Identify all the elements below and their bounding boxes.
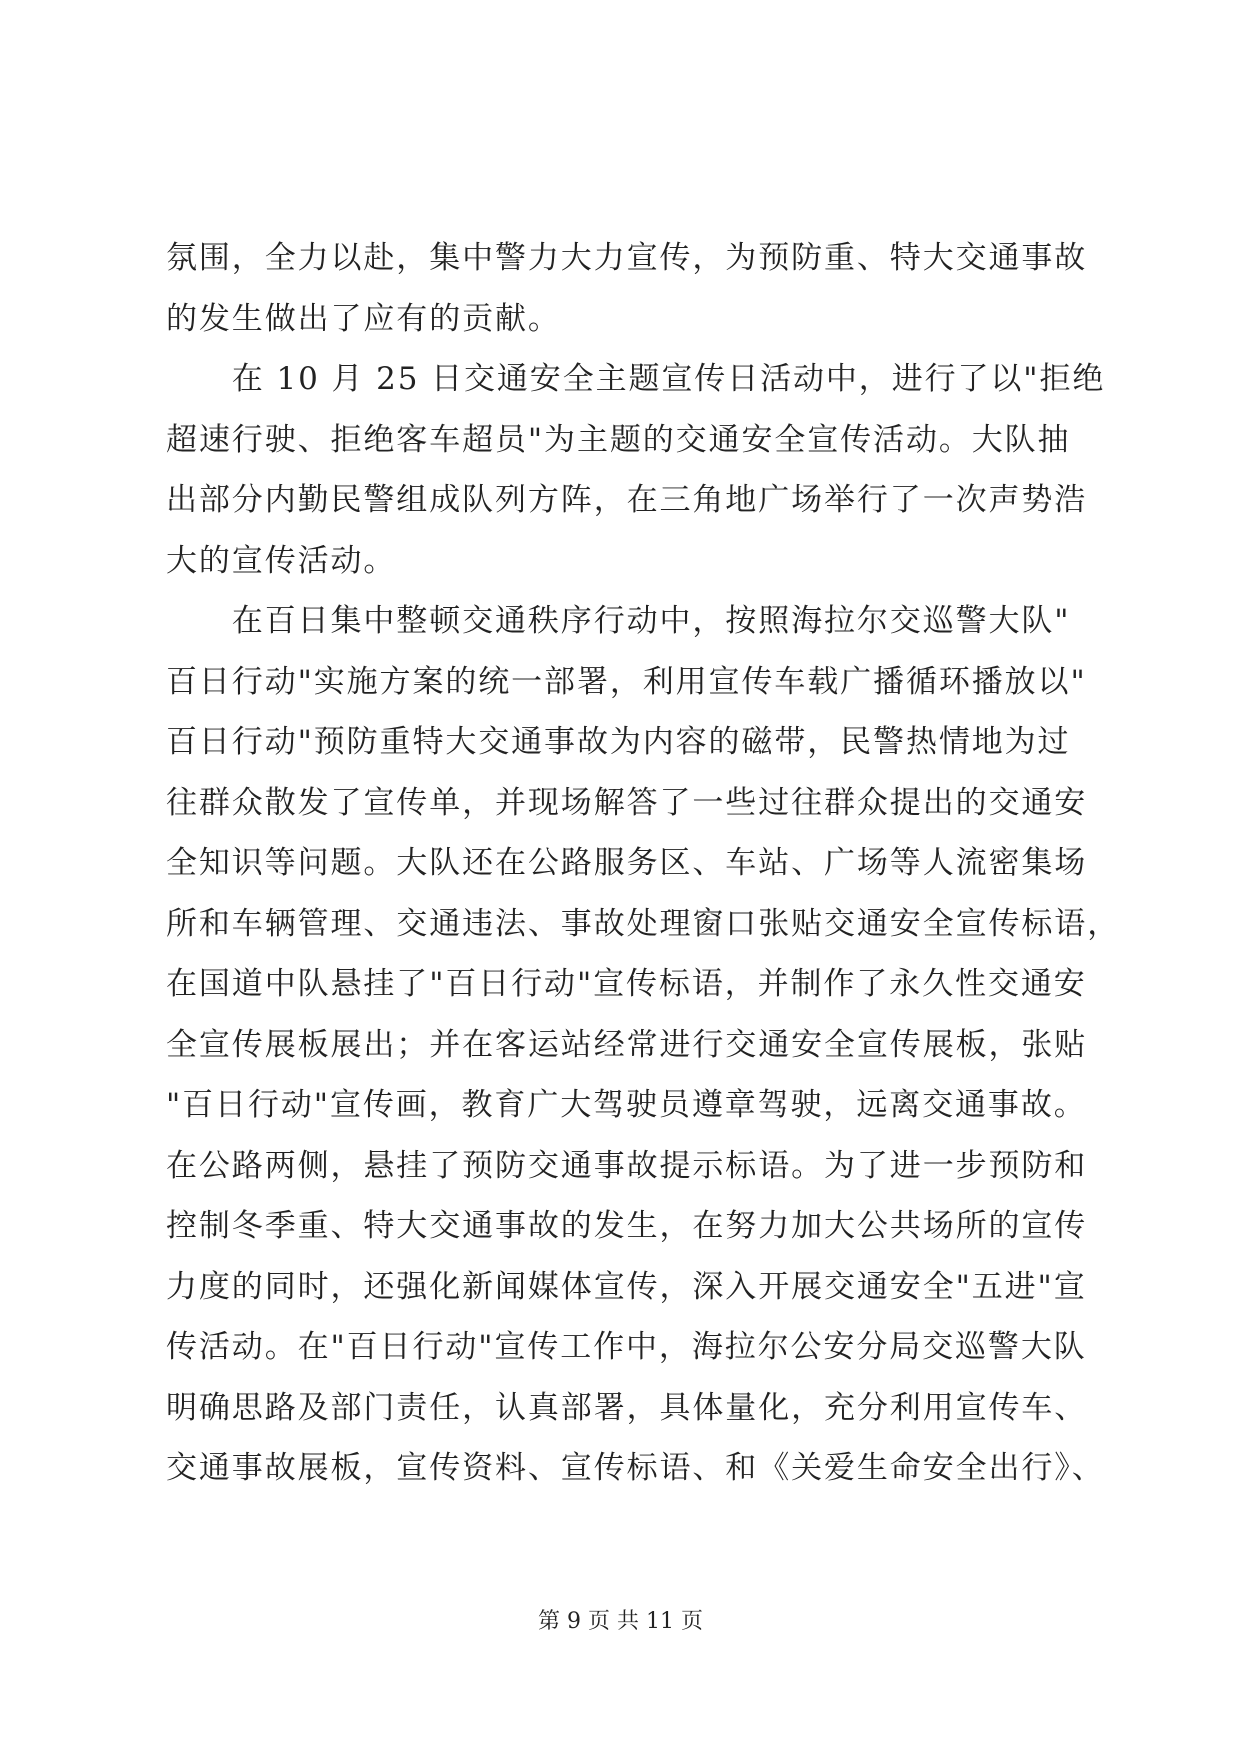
text-line: 全知识等问题。大队还在公路服务区、车站、广场等人流密集场	[166, 845, 1088, 881]
text-line: 出部分内勤民警组成队列方阵，在三角地广场举行了一次声势浩	[166, 482, 1088, 518]
body-text	[166, 228, 1121, 1499]
text-line: 明确思路及部门责任，认真部署，具体量化，充分利用宣传车、	[166, 1389, 1088, 1426]
text-line: 控制冬季重、特大交通事故的发生，在努力加大公共场所的宣传	[166, 1208, 1088, 1244]
text-line: 交通事故展板，宣传资料、宣传标语、和《关爱生命安全出行》、	[166, 1450, 1105, 1486]
text-line: 百日行动"实施方案的统一部署，利用宣传车载广播循环播放以"	[166, 663, 1087, 700]
text-line: 在百日集中整顿交通秩序行动中，按照海拉尔交巡警大队"	[166, 603, 1071, 639]
text-line: 氛围，全力以赴，集中警力大力宣传，为预防重、特大交通事故	[166, 240, 1088, 276]
text-line: 在公路两侧，悬挂了预防交通事故提示标语。为了进一步预防和	[166, 1147, 1088, 1184]
text-line: 的发生做出了应有的贡献。	[166, 300, 561, 337]
text-line: 超速行驶、拒绝客车超员"为主题的交通安全宣传活动。大队抽	[166, 421, 1071, 458]
text-line: 传活动。在"百日行动"宣传工作中，海拉尔公安分局交巡警大队	[166, 1329, 1087, 1365]
text-line: 百日行动"预防重特大交通事故为内容的磁带，民警热情地为过	[166, 724, 1071, 760]
text-line: 在 10 月 25 日交通安全主题宣传日活动中，进行了以"拒绝	[166, 361, 1106, 397]
text-line: 力度的同时，还强化新闻媒体宣传，深入开展交通安全"五进"宣	[166, 1268, 1087, 1305]
text-line: 往群众散发了宣传单，并现场解答了一些过往群众提出的交通安	[166, 784, 1088, 821]
text-line: 全宣传展板展出；并在客运站经常进行交通安全宣传展板，张贴	[166, 1026, 1088, 1063]
text-line: "百日行动"宣传画，教育广大驾驶员遵章驾驶，远离交通事故。	[166, 1087, 1087, 1123]
text-line: 在国道中队悬挂了"百日行动"宣传标语，并制作了永久性交通安	[166, 966, 1087, 1002]
page-number-footer: 第 9 页 共 11 页	[538, 1609, 703, 1634]
text-line: 所和车辆管理、交通违法、事故处理窗口张贴交通安全宣传标语，	[166, 905, 1121, 942]
text-line: 大的宣传活动。	[166, 542, 397, 579]
